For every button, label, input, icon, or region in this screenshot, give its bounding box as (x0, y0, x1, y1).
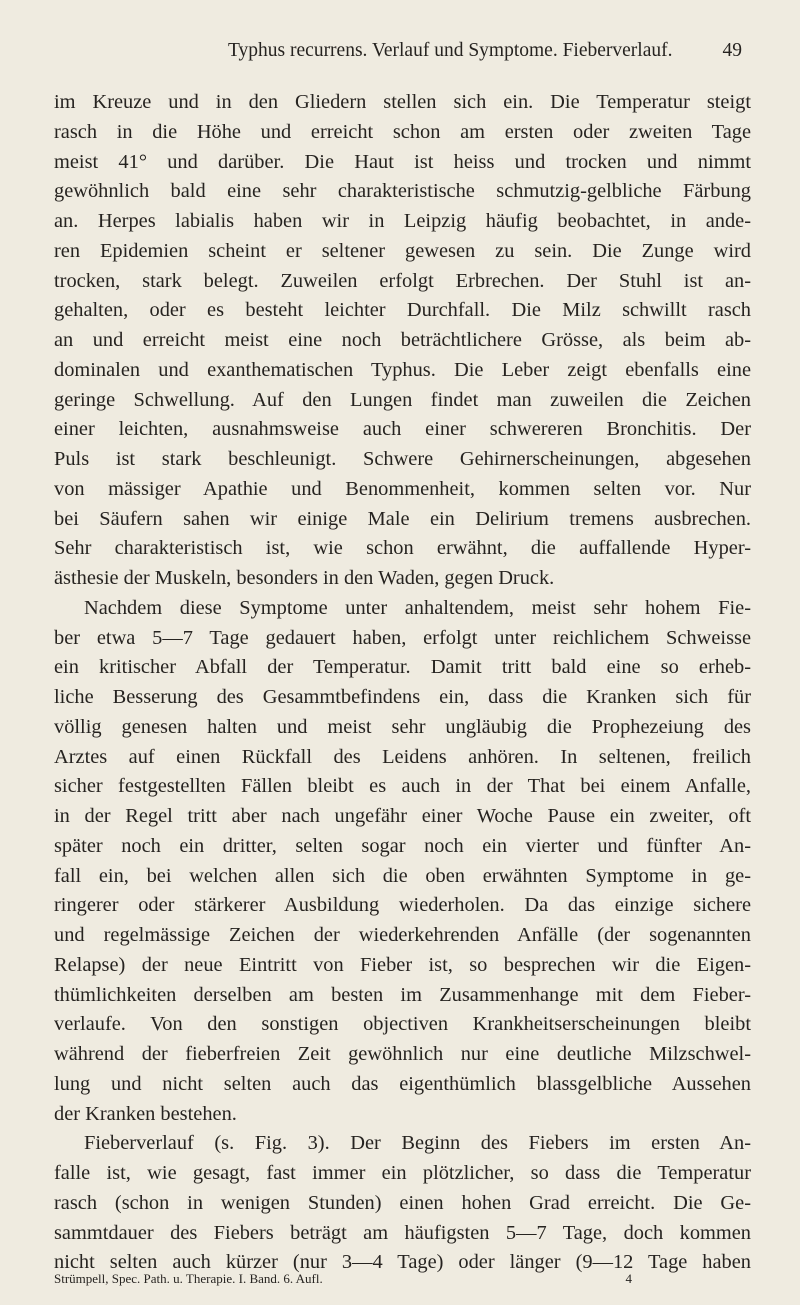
text-line: in der Regel tritt aber nach ungefähr einer Woche Pause ein zweiter, oft (54, 805, 751, 827)
text-line: an und erreicht meist eine noch beträchtlichere Grösse, als beim ab- (54, 329, 751, 351)
text-line: Fieberverlauf (s. Fig. 3). Der Beginn des Fiebers im ersten An- (84, 1132, 751, 1155)
text-line: ästhesie der Muskeln, besonders in den Waden, gegen Druck. (54, 567, 555, 589)
text-line: liche Besserung des Gesammtbefindens ein, dass die Kranken sich für (54, 686, 751, 708)
text-line: fall ein, bei welchen allen sich die oben erwähnten Symptome in ge- (54, 864, 751, 887)
text-line: Arztes auf einen Rückfall des Leidens anhören. In seltenen, freilich (54, 745, 751, 768)
text-line: im Kreuze und in den Gliedern stellen sich ein. Die Temperatur steigt (54, 91, 751, 113)
text-line: und regelmässige Zeichen der wiederkehrenden Anfälle (der sogenannten (54, 924, 751, 946)
text-line: Nachdem diese Symptome unter anhaltendem, meist sehr hohem Fie- (84, 596, 751, 619)
page-footer (54, 1271, 632, 1287)
text-line: ein kritischer Abfall der Temperatur. Damit tritt bald eine so erheb- (54, 656, 751, 679)
text-line: meist 41° und darüber. Die Haut ist heiss und trocken und nimmt (54, 150, 751, 173)
text-line: sicher festgestellten Fällen bleibt es auch in der That bei einem Anfalle, (54, 775, 751, 798)
text-line: lung und nicht selten auch das eigenthümlich blassgelbliche Aussehen (54, 1072, 751, 1095)
footer-signature: 4 (625, 1271, 632, 1286)
text-line: an. Herpes labialis haben wir in Leipzig häufig beobachtet, in ande- (54, 210, 751, 232)
text-line: gewöhnlich bald eine sehr charakteristische schmutzig-gelbliche Färbung (54, 180, 751, 203)
text-line: ren Epidemien scheint er seltener gewesen zu sein. Die Zunge wird (54, 239, 751, 262)
text-line: geringe Schwellung. Auf den Lungen findet man zuweilen die Zeichen (54, 388, 751, 411)
text-line: später noch ein dritter, selten sogar noch ein vierter und fünfter An- (54, 834, 751, 857)
text-line: thümlichkeiten derselben am besten im Zusammenhange mit dem Fieber- (54, 983, 751, 1006)
running-head (228, 40, 742, 62)
text-line: von mässiger Apathie und Benommenheit, kommen selten vor. Nur (54, 477, 751, 500)
text-line: trocken, stark belegt. Zuweilen erfolgt Erbrechen. Der Stuhl ist an- (54, 269, 751, 292)
text-line: ber etwa 5—7 Tage gedauert haben, erfolgt unter reichlichem Schweisse (54, 626, 751, 649)
text-line: nicht selten auch kürzer (nur 3—4 Tage) oder länger (9—12 Tage haben (54, 1251, 751, 1274)
text-line: verlaufe. Von den sonstigen objectiven Krankheitserscheinungen bleibt (54, 1013, 751, 1036)
text-line: gehalten, oder es besteht leichter Durchfall. Die Milz schwillt rasch (54, 299, 751, 322)
text-line: während der fieberfreien Zeit gewöhnlich nur eine deutliche Milzschwel- (54, 1043, 751, 1065)
footer-publication: Strümpell, Spec. Path. u. Therapie. I. Band. 6. Aufl. (54, 1271, 323, 1286)
text-line: Relapse) der neue Eintritt von Fieber ist, so besprechen wir die Eigen- (54, 953, 751, 976)
text-line: dominalen und exanthematischen Typhus. Die Leber zeigt ebenfalls eine (54, 358, 751, 381)
text-line: bei Säufern sahen wir einige Male ein Delirium tremens ausbrechen. (54, 507, 751, 530)
page-number: 49 (722, 40, 742, 61)
running-title: Typhus recurrens. Verlauf und Symptome. Fieberverlauf. (228, 40, 673, 61)
text-line: sammtdauer des Fiebers beträgt am häufigsten 5—7 Tage, doch kommen (54, 1221, 751, 1244)
text-line: Sehr charakteristisch ist, wie schon erwähnt, die auffallende Hyper- (54, 537, 751, 560)
text-line: der Kranken bestehen. (54, 1102, 237, 1125)
text-line: völlig genesen halten und meist sehr ungläubig die Prophezeiung des (54, 715, 751, 738)
text-line: Puls ist stark beschleunigt. Schwere Gehirnerscheinungen, abgesehen (54, 448, 751, 470)
text-line: rasch (schon in wenigen Stunden) einen hohen Grad erreicht. Die Ge- (54, 1191, 751, 1214)
text-line: einer leichten, ausnahmsweise auch einer schwereren Bronchitis. Der (54, 418, 751, 441)
body-text (54, 88, 751, 1278)
text-line: falle ist, wie gesagt, fast immer ein plötzlicher, so dass die Temperatur (54, 1162, 751, 1184)
text-line: rasch in die Höhe und erreicht schon am ersten oder zweiten Tage (54, 120, 751, 143)
text-line: ringerer oder stärkerer Ausbildung wiederholen. Da das einzige sichere (54, 894, 751, 917)
